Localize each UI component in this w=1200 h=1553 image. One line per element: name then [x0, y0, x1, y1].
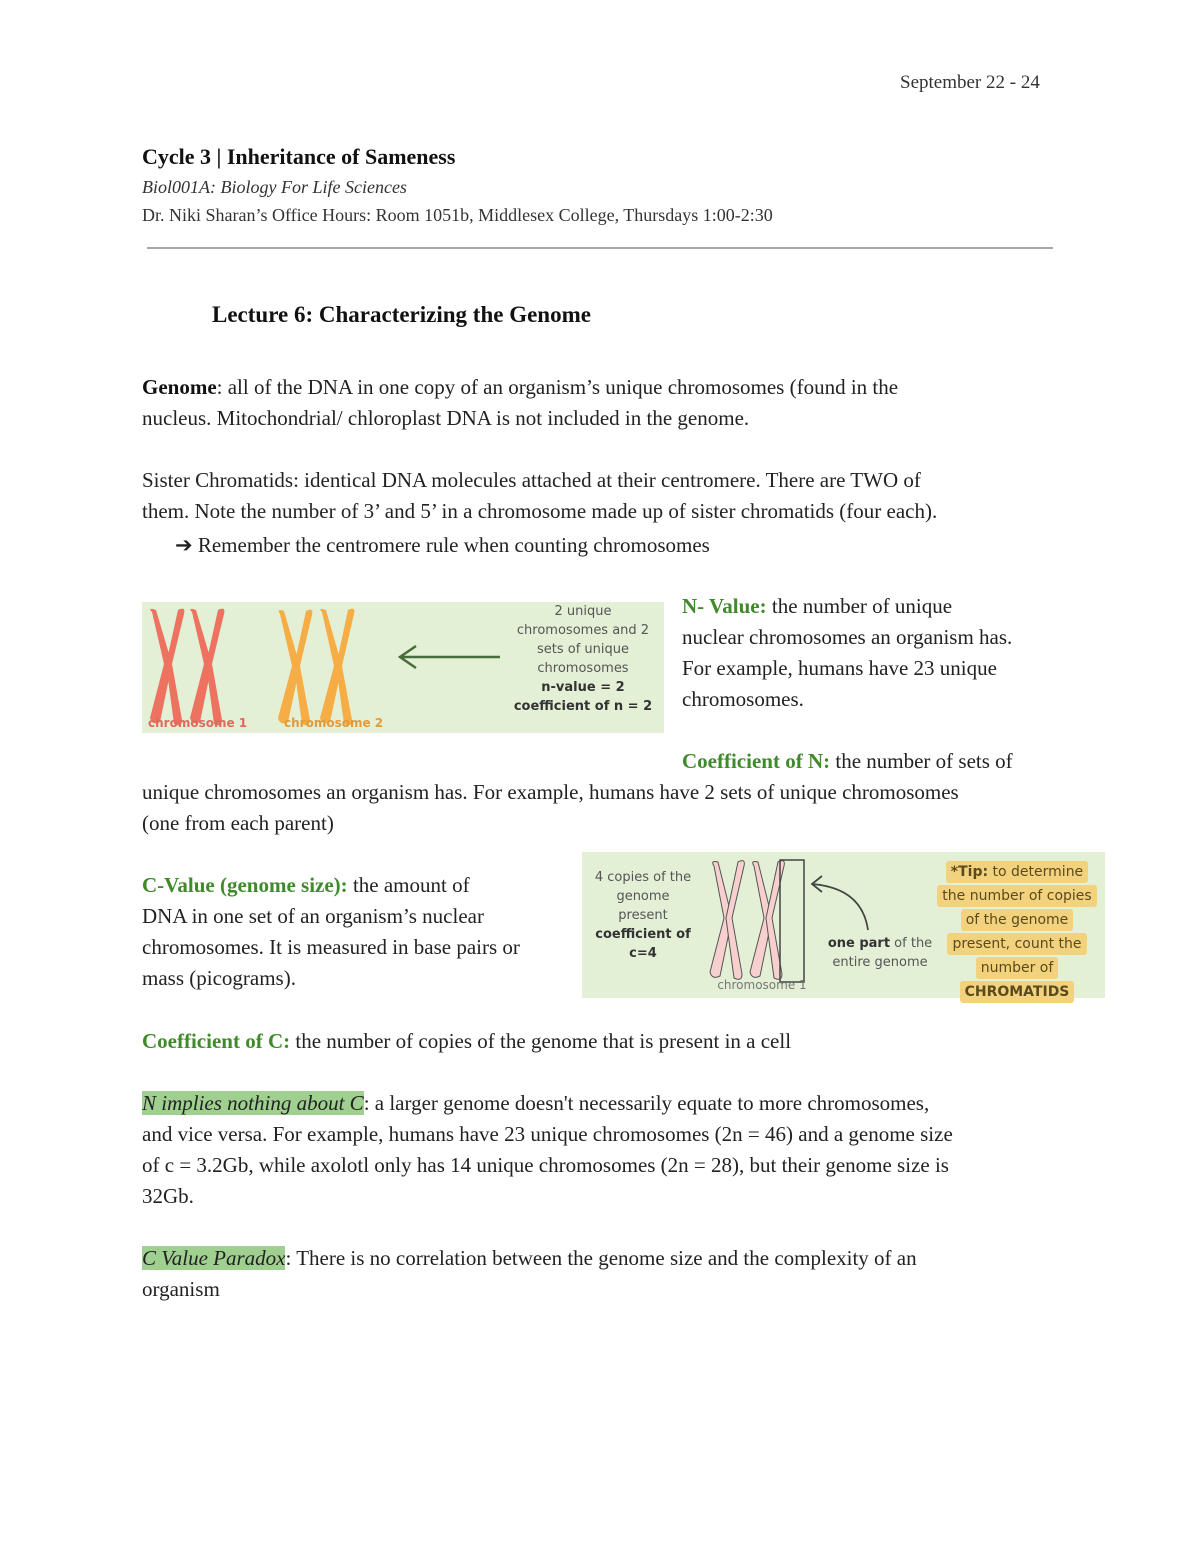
coefficient-n-line1: the number of sets of [830, 749, 1013, 773]
n-value-line2: nuclear chromosomes an organism has. [682, 625, 1013, 649]
n-value-note [502, 602, 664, 716]
chromosome-1-label: chromosome 1 [717, 978, 807, 992]
c-value-paradox-definition [142, 1243, 917, 1305]
tip-line4: present, count the [947, 933, 1086, 955]
c-value-line4: mass (picograms). [142, 966, 296, 990]
n-value-definition [682, 591, 1012, 715]
sister-chromatids-definition [142, 465, 937, 527]
n-note-line3: sets of unique [536, 642, 629, 657]
n-note-line6: coefficient of n = 2 [513, 699, 653, 714]
n-note-line4: chromosomes [537, 661, 629, 676]
c-paradox-line1: : There is no correlation between the genome size and the complexity of an [285, 1246, 917, 1270]
horizontal-divider [147, 247, 1053, 249]
c-note-line3: present [618, 908, 668, 923]
lecture-title: Lecture 6: Characterizing the Genome [212, 302, 591, 327]
n-value-line4: chromosomes. [682, 687, 804, 711]
c-note-line1: 4 copies of the [594, 870, 692, 885]
coefficient-n-line2: unique chromosomes an organism has. For example, humans have 2 sets of unique chromosomes [142, 780, 959, 804]
coefficient-n-term: Coefficient of N: [682, 749, 831, 773]
sister-text-line2: them. Note the number of 3’ and 5’ in a chromosome made up of sister chromatids (four each). [142, 499, 938, 523]
c-value-figure [582, 852, 1105, 998]
n-value-term: N- Value: [682, 594, 767, 618]
tip-line2: the number of copies [937, 885, 1096, 907]
chromosome-2-label: chromosome 2 [284, 716, 384, 730]
centromere-rule-bullet [175, 530, 710, 561]
arrow-bullet-icon: ➔ [175, 533, 193, 557]
tip-line5: number of [976, 957, 1059, 979]
genome-definition [142, 372, 898, 434]
n-note-line5: n-value = 2 [541, 680, 625, 695]
n-value-line3: For example, humans have 23 unique [682, 656, 997, 680]
n-note-line2: chromosomes and 2 [516, 623, 650, 638]
date-range: September 22 - 24 [900, 72, 1040, 93]
one-part-bold: one part [827, 936, 891, 951]
n-implies-line3: of c = 3.2Gb, while axolotl only has 14 unique chromosomes (2n = 28), but their genome size is [142, 1153, 949, 1177]
cycle-title: Cycle 3 | Inheritance of Sameness [142, 144, 456, 169]
c-paradox-term: C Value Paradox [142, 1246, 286, 1270]
entire-genome-text: entire genome [832, 955, 928, 970]
n-implies-line2: and vice versa. For example, humans have 23 unique chromosomes (2n = 46) and a genome size [142, 1122, 953, 1146]
highlighted-chromatid-box [780, 860, 804, 982]
sister-text-line1: Sister Chromatids: identical DNA molecules attached at their centromere. There are TWO of [142, 468, 921, 492]
n-implies-line4: 32Gb. [142, 1184, 194, 1208]
tip-callout [932, 860, 1102, 1004]
c-value-line2: DNA in one set of an organism’s nuclear [142, 904, 484, 928]
centromere-rule-text: Remember the centromere rule when counting chromosomes [197, 533, 710, 557]
genome-text-line2: nucleus. Mitochondrial/ chloroplast DNA is not included in the genome. [142, 406, 750, 430]
coefficient-n-definition [142, 777, 959, 839]
c-note-line5: c=4 [629, 946, 657, 961]
chromosome-1-label: chromosome 1 [148, 716, 248, 730]
n-implies-nothing-definition [142, 1088, 953, 1212]
coefficient-c-definition [142, 1026, 791, 1057]
genome-text-line1: : all of the DNA in one copy of an organism’s unique chromosomes (found in the [216, 375, 899, 399]
coefficient-c-text: the number of copies of the genome that is present in a cell [290, 1029, 792, 1053]
c-note-line4: coefficient of [595, 927, 691, 942]
tip-label: *Tip: [950, 864, 989, 880]
coefficient-n-first-line [682, 746, 1013, 777]
chromosome-1-icon [150, 609, 224, 726]
c-note-line2: genome [616, 889, 670, 904]
chromosome-2-icon [278, 609, 354, 726]
tip-line6: CHROMATIDS [960, 981, 1075, 1003]
c-value-line3: chromosomes. It is measured in base pairs or [142, 935, 520, 959]
tip-line1: to determine [988, 864, 1084, 880]
chromatids-icon [710, 861, 784, 980]
curved-arrow-icon [812, 876, 868, 930]
c-value-line1: the amount of [347, 873, 470, 897]
tip-line3: of the genome [961, 909, 1074, 931]
c-paradox-line2: organism [142, 1277, 220, 1301]
course-name: Biol001A: Biology For Life Sciences [142, 177, 407, 197]
n-implies-term: N implies nothing about C [142, 1091, 364, 1115]
office-hours: Dr. Niki Sharan’s Office Hours: Room 1051b, Middlesex College, Thursdays 1:00-2:30 [142, 205, 773, 225]
n-implies-line1: : a larger genome doesn't necessarily equate to more chromosomes, [363, 1091, 930, 1115]
coefficient-n-line3: (one from each parent) [142, 811, 334, 835]
n-value-line1: the number of unique [766, 594, 953, 618]
one-part-note [820, 934, 940, 972]
n-value-figure [142, 602, 664, 733]
one-part-text: of the [890, 936, 933, 951]
genome-term: Genome [142, 375, 217, 399]
coefficient-c-term: Coefficient of C: [142, 1029, 291, 1053]
left-arrow-icon [400, 646, 500, 668]
c-value-term: C-Value (genome size): [142, 873, 348, 897]
n-note-line1: 2 unique [554, 604, 612, 619]
c-value-definition [142, 870, 520, 994]
